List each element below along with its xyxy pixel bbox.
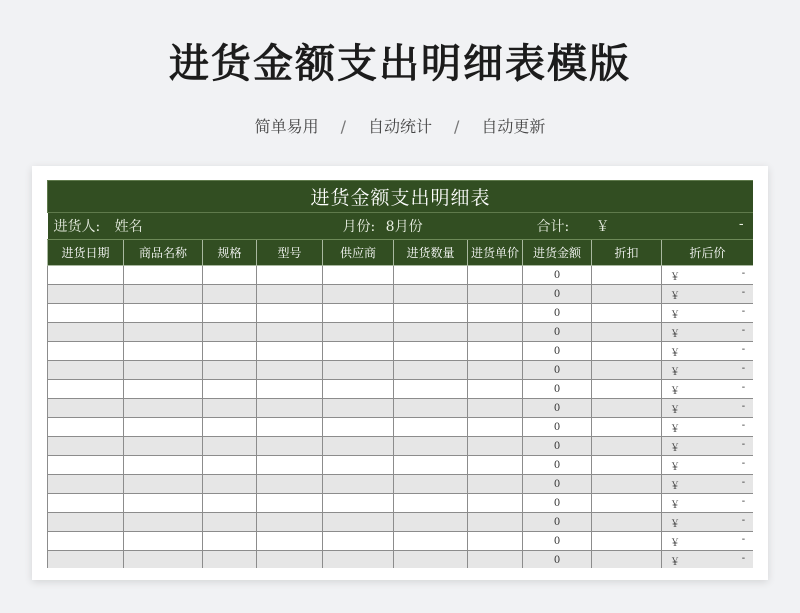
unit-price-cell[interactable]	[468, 494, 523, 513]
table-row	[48, 285, 754, 304]
spec-cell[interactable]	[203, 304, 257, 323]
month-label: 月份:	[342, 219, 376, 235]
quantity-cell[interactable]	[394, 437, 468, 456]
product-cell[interactable]	[124, 475, 203, 494]
discounted-price-cell[interactable]	[662, 551, 754, 569]
unit-price-cell[interactable]	[468, 532, 523, 551]
currency-symbol: ￥	[670, 499, 680, 511]
col-header-date[interactable]: 进货日期	[48, 240, 124, 266]
amount-cell[interactable]: 0	[523, 285, 592, 304]
table-row	[48, 361, 754, 380]
amount-cell[interactable]: 0	[523, 418, 592, 437]
supplier-cell[interactable]	[323, 380, 394, 399]
table-row	[48, 475, 754, 494]
discounted-price-cell[interactable]	[662, 361, 754, 380]
purchaser-label: 进货人:	[53, 219, 101, 235]
discounted-price-cell[interactable]	[662, 456, 754, 475]
total-value: -	[738, 216, 744, 232]
sheet-title: 进货金额支出明细表	[48, 181, 754, 213]
model-cell[interactable]	[257, 551, 323, 569]
date-cell[interactable]	[48, 456, 124, 475]
feature-auto-update: 自动更新	[481, 117, 546, 136]
currency-symbol: ￥	[670, 271, 680, 283]
col-header-quantity[interactable]: 进货数量	[394, 240, 468, 266]
spec-cell[interactable]	[203, 494, 257, 513]
discount-cell[interactable]	[592, 513, 662, 532]
table-row	[48, 513, 754, 532]
spec-cell[interactable]	[203, 399, 257, 418]
table-row	[48, 304, 754, 323]
product-cell[interactable]	[124, 437, 203, 456]
model-cell[interactable]	[257, 513, 323, 532]
unit-price-cell[interactable]	[468, 437, 523, 456]
spec-cell[interactable]	[203, 285, 257, 304]
discounted-price-value: -	[741, 381, 746, 393]
unit-price-cell[interactable]	[468, 266, 523, 285]
discounted-price-cell[interactable]	[662, 285, 754, 304]
table-row	[48, 437, 754, 456]
purchaser-value: 姓名	[114, 219, 143, 235]
supplier-cell[interactable]	[323, 532, 394, 551]
spec-cell[interactable]	[203, 551, 257, 569]
product-cell[interactable]	[124, 380, 203, 399]
discounted-price-value: -	[741, 267, 746, 279]
product-cell[interactable]	[124, 418, 203, 437]
quantity-cell[interactable]	[394, 551, 468, 569]
model-cell[interactable]	[257, 494, 323, 513]
amount-cell[interactable]: 0	[523, 342, 592, 361]
discounted-price-value: -	[741, 457, 746, 469]
amount-cell[interactable]: 0	[523, 475, 592, 494]
discounted-price-value: -	[741, 286, 746, 298]
month-value: 8月份	[385, 219, 423, 235]
unit-price-cell[interactable]	[468, 551, 523, 569]
quantity-cell[interactable]	[394, 361, 468, 380]
quantity-cell[interactable]	[394, 475, 468, 494]
supplier-cell[interactable]	[323, 475, 394, 494]
unit-price-cell[interactable]	[468, 304, 523, 323]
discounted-price-value: -	[741, 533, 746, 545]
supplier-cell[interactable]	[323, 361, 394, 380]
col-header-discount[interactable]: 折扣	[592, 240, 662, 266]
table-row	[48, 399, 754, 418]
separator: /	[454, 117, 460, 136]
date-cell[interactable]	[48, 380, 124, 399]
model-cell[interactable]	[257, 437, 323, 456]
feature-easy: 简单易用	[254, 117, 319, 136]
product-cell[interactable]	[124, 304, 203, 323]
col-header-product[interactable]: 商品名称	[124, 240, 203, 266]
discounted-price-cell[interactable]	[662, 342, 754, 361]
column-header-row	[48, 240, 754, 266]
discount-cell[interactable]	[592, 475, 662, 494]
col-header-discounted-price[interactable]: 折后价	[662, 240, 754, 266]
date-cell[interactable]	[48, 513, 124, 532]
discounted-price-value: -	[741, 343, 746, 355]
amount-cell[interactable]: 0	[523, 456, 592, 475]
currency-symbol: ￥	[670, 537, 680, 549]
spec-cell[interactable]	[203, 323, 257, 342]
date-cell[interactable]	[48, 418, 124, 437]
discount-cell[interactable]	[592, 361, 662, 380]
discount-cell[interactable]	[592, 342, 662, 361]
separator: /	[340, 117, 346, 136]
total-label: 合计:	[536, 219, 570, 235]
supplier-cell[interactable]	[323, 323, 394, 342]
discounted-price-value: -	[741, 324, 746, 336]
unit-price-cell[interactable]	[468, 361, 523, 380]
unit-price-cell[interactable]	[468, 285, 523, 304]
product-cell[interactable]	[124, 494, 203, 513]
supplier-cell[interactable]	[323, 304, 394, 323]
product-cell[interactable]	[124, 361, 203, 380]
discounted-price-value: -	[741, 552, 746, 564]
product-cell[interactable]	[124, 513, 203, 532]
date-cell[interactable]	[48, 361, 124, 380]
quantity-cell[interactable]	[394, 323, 468, 342]
table-row	[48, 323, 754, 342]
discounted-price-cell[interactable]	[662, 399, 754, 418]
discounted-price-cell[interactable]	[662, 380, 754, 399]
quantity-cell[interactable]	[394, 304, 468, 323]
model-cell[interactable]	[257, 475, 323, 494]
supplier-cell[interactable]	[323, 399, 394, 418]
discounted-price-cell[interactable]	[662, 304, 754, 323]
date-cell[interactable]	[48, 475, 124, 494]
supplier-cell[interactable]	[323, 342, 394, 361]
currency-symbol: ￥	[670, 309, 680, 321]
table-row	[48, 494, 754, 513]
date-cell[interactable]	[48, 399, 124, 418]
spec-cell[interactable]	[203, 342, 257, 361]
col-header-unit-price[interactable]: 进货单价	[468, 240, 523, 266]
quantity-cell[interactable]	[394, 399, 468, 418]
discount-cell[interactable]	[592, 551, 662, 569]
discounted-price-cell[interactable]	[662, 266, 754, 285]
quantity-cell[interactable]	[394, 494, 468, 513]
currency-symbol: ￥	[670, 556, 680, 568]
discount-cell[interactable]	[592, 304, 662, 323]
model-cell[interactable]	[257, 399, 323, 418]
amount-cell[interactable]: 0	[523, 494, 592, 513]
table-row	[48, 551, 754, 569]
product-cell[interactable]	[124, 532, 203, 551]
model-cell[interactable]	[257, 532, 323, 551]
feature-list	[0, 114, 800, 137]
spec-cell[interactable]	[203, 437, 257, 456]
quantity-cell[interactable]	[394, 418, 468, 437]
spec-cell[interactable]	[203, 361, 257, 380]
currency-symbol: ￥	[670, 423, 680, 435]
discount-cell[interactable]	[592, 532, 662, 551]
page-title: 进货金额支出明细表模版	[169, 41, 631, 87]
model-cell[interactable]	[257, 285, 323, 304]
discounted-price-cell[interactable]	[662, 475, 754, 494]
col-header-model[interactable]: 型号	[257, 240, 323, 266]
model-cell[interactable]	[257, 361, 323, 380]
amount-cell[interactable]: 0	[523, 551, 592, 569]
product-cell[interactable]	[124, 342, 203, 361]
discount-cell[interactable]	[592, 266, 662, 285]
spreadsheet	[47, 180, 753, 568]
model-cell[interactable]	[257, 304, 323, 323]
unit-price-cell[interactable]	[468, 380, 523, 399]
purchaser-cell[interactable]	[48, 213, 323, 240]
currency-symbol: ￥	[670, 328, 680, 340]
unit-price-cell[interactable]	[468, 475, 523, 494]
discounted-price-value: -	[741, 514, 746, 526]
product-cell[interactable]	[124, 399, 203, 418]
quantity-cell[interactable]	[394, 342, 468, 361]
discounted-price-cell[interactable]	[662, 494, 754, 513]
currency-symbol: ￥	[670, 347, 680, 359]
discounted-price-value: -	[741, 438, 746, 450]
date-cell[interactable]	[48, 323, 124, 342]
feature-auto-stats: 自动统计	[367, 117, 432, 136]
table-row	[48, 532, 754, 551]
discounted-price-value: -	[741, 305, 746, 317]
discounted-price-value: -	[741, 495, 746, 507]
discounted-price-cell[interactable]	[662, 437, 754, 456]
discounted-price-value: -	[741, 362, 746, 374]
amount-cell[interactable]: 0	[523, 323, 592, 342]
discounted-price-value: -	[741, 476, 746, 488]
discounted-price-cell[interactable]	[662, 532, 754, 551]
col-header-amount[interactable]: 进货金额	[523, 240, 592, 266]
currency-symbol: ￥	[670, 442, 680, 454]
amount-cell[interactable]: 0	[523, 437, 592, 456]
spec-cell[interactable]	[203, 513, 257, 532]
discounted-price-cell[interactable]	[662, 513, 754, 532]
discount-cell[interactable]	[592, 418, 662, 437]
amount-cell[interactable]: 0	[523, 513, 592, 532]
col-header-supplier[interactable]: 供应商	[323, 240, 394, 266]
supplier-cell[interactable]	[323, 266, 394, 285]
supplier-cell[interactable]	[323, 456, 394, 475]
quantity-cell[interactable]	[394, 513, 468, 532]
expense-table	[47, 180, 753, 568]
table-row	[48, 380, 754, 399]
supplier-cell[interactable]	[323, 437, 394, 456]
quantity-cell[interactable]	[394, 285, 468, 304]
discount-cell[interactable]	[592, 285, 662, 304]
product-cell[interactable]	[124, 456, 203, 475]
model-cell[interactable]	[257, 323, 323, 342]
unit-price-cell[interactable]	[468, 418, 523, 437]
amount-cell[interactable]: 0	[523, 361, 592, 380]
currency-symbol: ￥	[670, 366, 680, 378]
unit-price-cell[interactable]	[468, 456, 523, 475]
quantity-cell[interactable]	[394, 456, 468, 475]
spec-cell[interactable]	[203, 418, 257, 437]
spec-cell[interactable]	[203, 266, 257, 285]
currency-symbol: ￥	[670, 461, 680, 473]
quantity-cell[interactable]	[394, 266, 468, 285]
table-row	[48, 342, 754, 361]
currency-symbol: ￥	[670, 480, 680, 492]
currency-symbol: ￥	[670, 404, 680, 416]
amount-cell[interactable]: 0	[523, 380, 592, 399]
date-cell[interactable]	[48, 551, 124, 569]
product-cell[interactable]	[124, 323, 203, 342]
spec-cell[interactable]	[203, 456, 257, 475]
discount-cell[interactable]	[592, 323, 662, 342]
spec-cell[interactable]	[203, 380, 257, 399]
table-row	[48, 266, 754, 285]
amount-cell[interactable]: 0	[523, 304, 592, 323]
date-cell[interactable]	[48, 494, 124, 513]
product-cell[interactable]	[124, 551, 203, 569]
discount-cell[interactable]	[592, 399, 662, 418]
date-cell[interactable]	[48, 342, 124, 361]
quantity-cell[interactable]	[394, 380, 468, 399]
model-cell[interactable]	[257, 456, 323, 475]
date-cell[interactable]	[48, 437, 124, 456]
total-cell[interactable]	[523, 213, 754, 240]
quantity-cell[interactable]	[394, 532, 468, 551]
unit-price-cell[interactable]	[468, 323, 523, 342]
unit-price-cell[interactable]	[468, 513, 523, 532]
currency-symbol: ￥	[670, 385, 680, 397]
date-cell[interactable]	[48, 285, 124, 304]
currency-symbol: ￥	[670, 290, 680, 302]
supplier-cell[interactable]	[323, 418, 394, 437]
currency-symbol: ￥	[670, 518, 680, 530]
discount-cell[interactable]	[592, 494, 662, 513]
product-cell[interactable]	[124, 266, 203, 285]
col-header-spec[interactable]: 规格	[203, 240, 257, 266]
date-cell[interactable]	[48, 266, 124, 285]
model-cell[interactable]	[257, 342, 323, 361]
discounted-price-value: -	[741, 419, 746, 431]
model-cell[interactable]	[257, 418, 323, 437]
product-cell[interactable]	[124, 285, 203, 304]
unit-price-cell[interactable]	[468, 342, 523, 361]
table-row	[48, 418, 754, 437]
model-cell[interactable]	[257, 380, 323, 399]
discounted-price-value: -	[741, 400, 746, 412]
month-cell[interactable]	[323, 213, 523, 240]
spec-cell[interactable]	[203, 475, 257, 494]
amount-cell[interactable]: 0	[523, 532, 592, 551]
table-row	[48, 456, 754, 475]
date-cell[interactable]	[48, 304, 124, 323]
total-currency: ￥	[595, 219, 610, 235]
unit-price-cell[interactable]	[468, 399, 523, 418]
discounted-price-cell[interactable]	[662, 418, 754, 437]
spec-cell[interactable]	[203, 532, 257, 551]
amount-cell[interactable]: 0	[523, 266, 592, 285]
supplier-cell[interactable]	[323, 513, 394, 532]
discounted-price-cell[interactable]	[662, 323, 754, 342]
discount-cell[interactable]	[592, 456, 662, 475]
supplier-cell[interactable]	[323, 494, 394, 513]
supplier-cell[interactable]	[323, 285, 394, 304]
date-cell[interactable]	[48, 532, 124, 551]
amount-cell[interactable]: 0	[523, 399, 592, 418]
supplier-cell[interactable]	[323, 551, 394, 569]
model-cell[interactable]	[257, 266, 323, 285]
discount-cell[interactable]	[592, 437, 662, 456]
discount-cell[interactable]	[592, 380, 662, 399]
